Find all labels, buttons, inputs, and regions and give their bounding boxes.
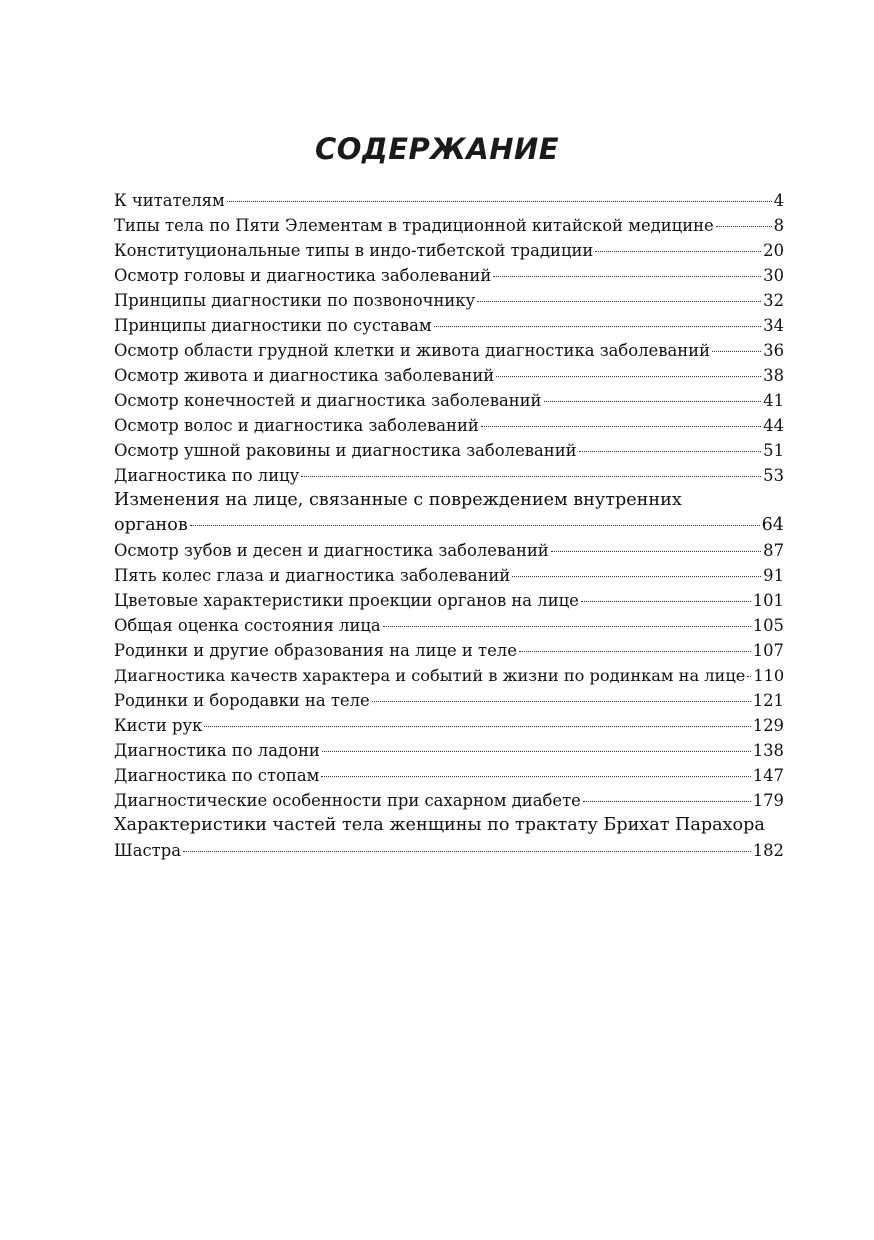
dot-leader [716, 226, 772, 227]
toc-entry-title-line1: Характеристики частей тела женщины по трактату Брихат Парахора [114, 815, 765, 835]
toc-page-number: 101 [752, 591, 784, 610]
toc-entry-title: Осмотр ушной раковины и диагностика заболеваний [114, 441, 577, 460]
toc-entry-title: Осмотр живота и диагностика заболеваний [114, 366, 495, 385]
dot-leader [227, 201, 772, 202]
toc-entry[interactable] [114, 488, 784, 538]
toc-entry-title: Конституциональные типы в индо-тибетской традиции [114, 241, 594, 260]
toc-page-number: 129 [752, 716, 784, 735]
toc-entry[interactable] [114, 588, 784, 613]
toc-entry-title: Общая оценка состояния лица [114, 616, 381, 635]
toc-page-number: 138 [752, 741, 784, 760]
toc-page-number: 41 [763, 391, 784, 410]
table-of-contents [114, 188, 784, 863]
dot-leader [183, 851, 751, 852]
toc-entry[interactable] [114, 388, 784, 413]
toc-entry-title: Принципы диагностики по суставам [114, 316, 432, 335]
toc-entry[interactable] [114, 613, 784, 638]
dot-leader [322, 751, 751, 752]
toc-entry[interactable] [114, 213, 784, 238]
toc-page-number: 121 [752, 691, 784, 710]
toc-entry-title: Диагностика по лицу [114, 466, 300, 485]
toc-page-number: 44 [763, 416, 784, 435]
toc-entry[interactable] [114, 413, 784, 438]
toc-entry[interactable] [114, 238, 784, 263]
toc-entry-title-line2: органов [114, 515, 188, 535]
toc-page-number: 30 [763, 266, 784, 285]
toc-page-number: 147 [752, 766, 784, 785]
dot-leader [512, 576, 761, 577]
toc-page-number: 20 [763, 241, 784, 260]
toc-entry[interactable] [114, 738, 784, 763]
dot-leader [204, 726, 750, 727]
toc-title: СОДЕРЖАНИЕ [314, 132, 560, 166]
toc-entry-title: Принципы диагностики по позвоночнику [114, 291, 476, 310]
toc-page-number: 32 [763, 291, 784, 310]
toc-page-number: 53 [763, 466, 784, 485]
dot-leader [383, 626, 751, 627]
dot-leader [493, 276, 761, 277]
dot-leader [496, 376, 761, 377]
toc-entry[interactable] [114, 663, 784, 688]
dot-leader [434, 326, 762, 327]
toc-page-number: 36 [763, 341, 784, 360]
toc-entry[interactable] [114, 363, 784, 388]
toc-entry[interactable] [114, 713, 784, 738]
dot-leader [477, 301, 761, 302]
toc-entry[interactable] [114, 463, 784, 488]
toc-page-number: 8 [773, 216, 784, 235]
toc-entry-title: Диагностические особенности при сахарном диабете [114, 791, 581, 810]
toc-entry[interactable] [114, 813, 784, 863]
dot-leader [747, 676, 751, 677]
toc-entry-title: Осмотр конечностей и диагностика заболеваний [114, 391, 542, 410]
toc-entry-title: Диагностика по стопам [114, 766, 320, 785]
toc-entry-title: Осмотр головы и диагностика заболеваний [114, 266, 492, 285]
dot-leader [481, 426, 761, 427]
toc-page-number: 107 [752, 641, 784, 660]
dot-leader [519, 651, 751, 652]
dot-leader [712, 351, 761, 352]
toc-entry-title-line2: Шастра [114, 841, 181, 860]
toc-page-number: 34 [763, 316, 784, 335]
toc-entry-title: Диагностика по ладони [114, 741, 320, 760]
toc-page-number: 105 [752, 616, 784, 635]
toc-entry-title: Осмотр зубов и десен и диагностика заболеваний [114, 541, 549, 560]
toc-entry-title: Диагностика качеств характера и событий в жизни по родинкам на лице [114, 666, 746, 685]
toc-entry[interactable] [114, 763, 784, 788]
toc-entry-title: Осмотр волос и диагностика заболеваний [114, 416, 479, 435]
toc-entry-title: К читателям [114, 191, 225, 210]
toc-entry-title: Типы тела по Пяти Элементам в традиционной китайской медицине [114, 216, 714, 235]
toc-entry[interactable] [114, 338, 784, 363]
dot-leader [372, 701, 751, 702]
toc-entry-title: Родинки и бородавки на теле [114, 691, 370, 710]
toc-entry-title: Цветовые характеристики проекции органов на лице [114, 591, 579, 610]
dot-leader [301, 476, 761, 477]
toc-page-number: 4 [773, 191, 784, 210]
toc-page-number: 179 [752, 791, 784, 810]
toc-page-number: 91 [763, 566, 784, 585]
toc-page-number: 38 [763, 366, 784, 385]
toc-page-number: 64 [761, 515, 784, 535]
toc-entry-title: Кисти рук [114, 716, 203, 735]
toc-page-number: 110 [753, 666, 785, 685]
dot-leader [321, 776, 750, 777]
toc-entry[interactable] [114, 188, 784, 213]
dot-leader [583, 801, 751, 802]
toc-entry[interactable] [114, 563, 784, 588]
toc-entry-title: Пять колес глаза и диагностика заболеваний [114, 566, 511, 585]
toc-entry[interactable] [114, 788, 784, 813]
toc-entry[interactable] [114, 688, 784, 713]
toc-entry[interactable] [114, 638, 784, 663]
dot-leader [595, 251, 761, 252]
toc-entry-title: Осмотр области грудной клетки и живота диагностика заболеваний [114, 341, 711, 360]
toc-entry[interactable] [114, 538, 784, 563]
toc-entry[interactable] [114, 313, 784, 338]
dot-leader [579, 451, 762, 452]
toc-entry[interactable] [114, 263, 784, 288]
dot-leader [581, 601, 751, 602]
dot-leader [544, 401, 762, 402]
toc-page-number: 182 [752, 841, 784, 860]
dot-leader [551, 551, 761, 552]
toc-page-number: 51 [763, 441, 784, 460]
toc-entry[interactable] [114, 288, 784, 313]
toc-entry-title-line1: Изменения на лице, связанные с повреждением внутренних [114, 490, 682, 510]
toc-entry-title: Родинки и другие образования на лице и теле [114, 641, 517, 660]
toc-page-number: 87 [763, 541, 784, 560]
toc-entry[interactable] [114, 438, 784, 463]
dot-leader [190, 525, 760, 526]
